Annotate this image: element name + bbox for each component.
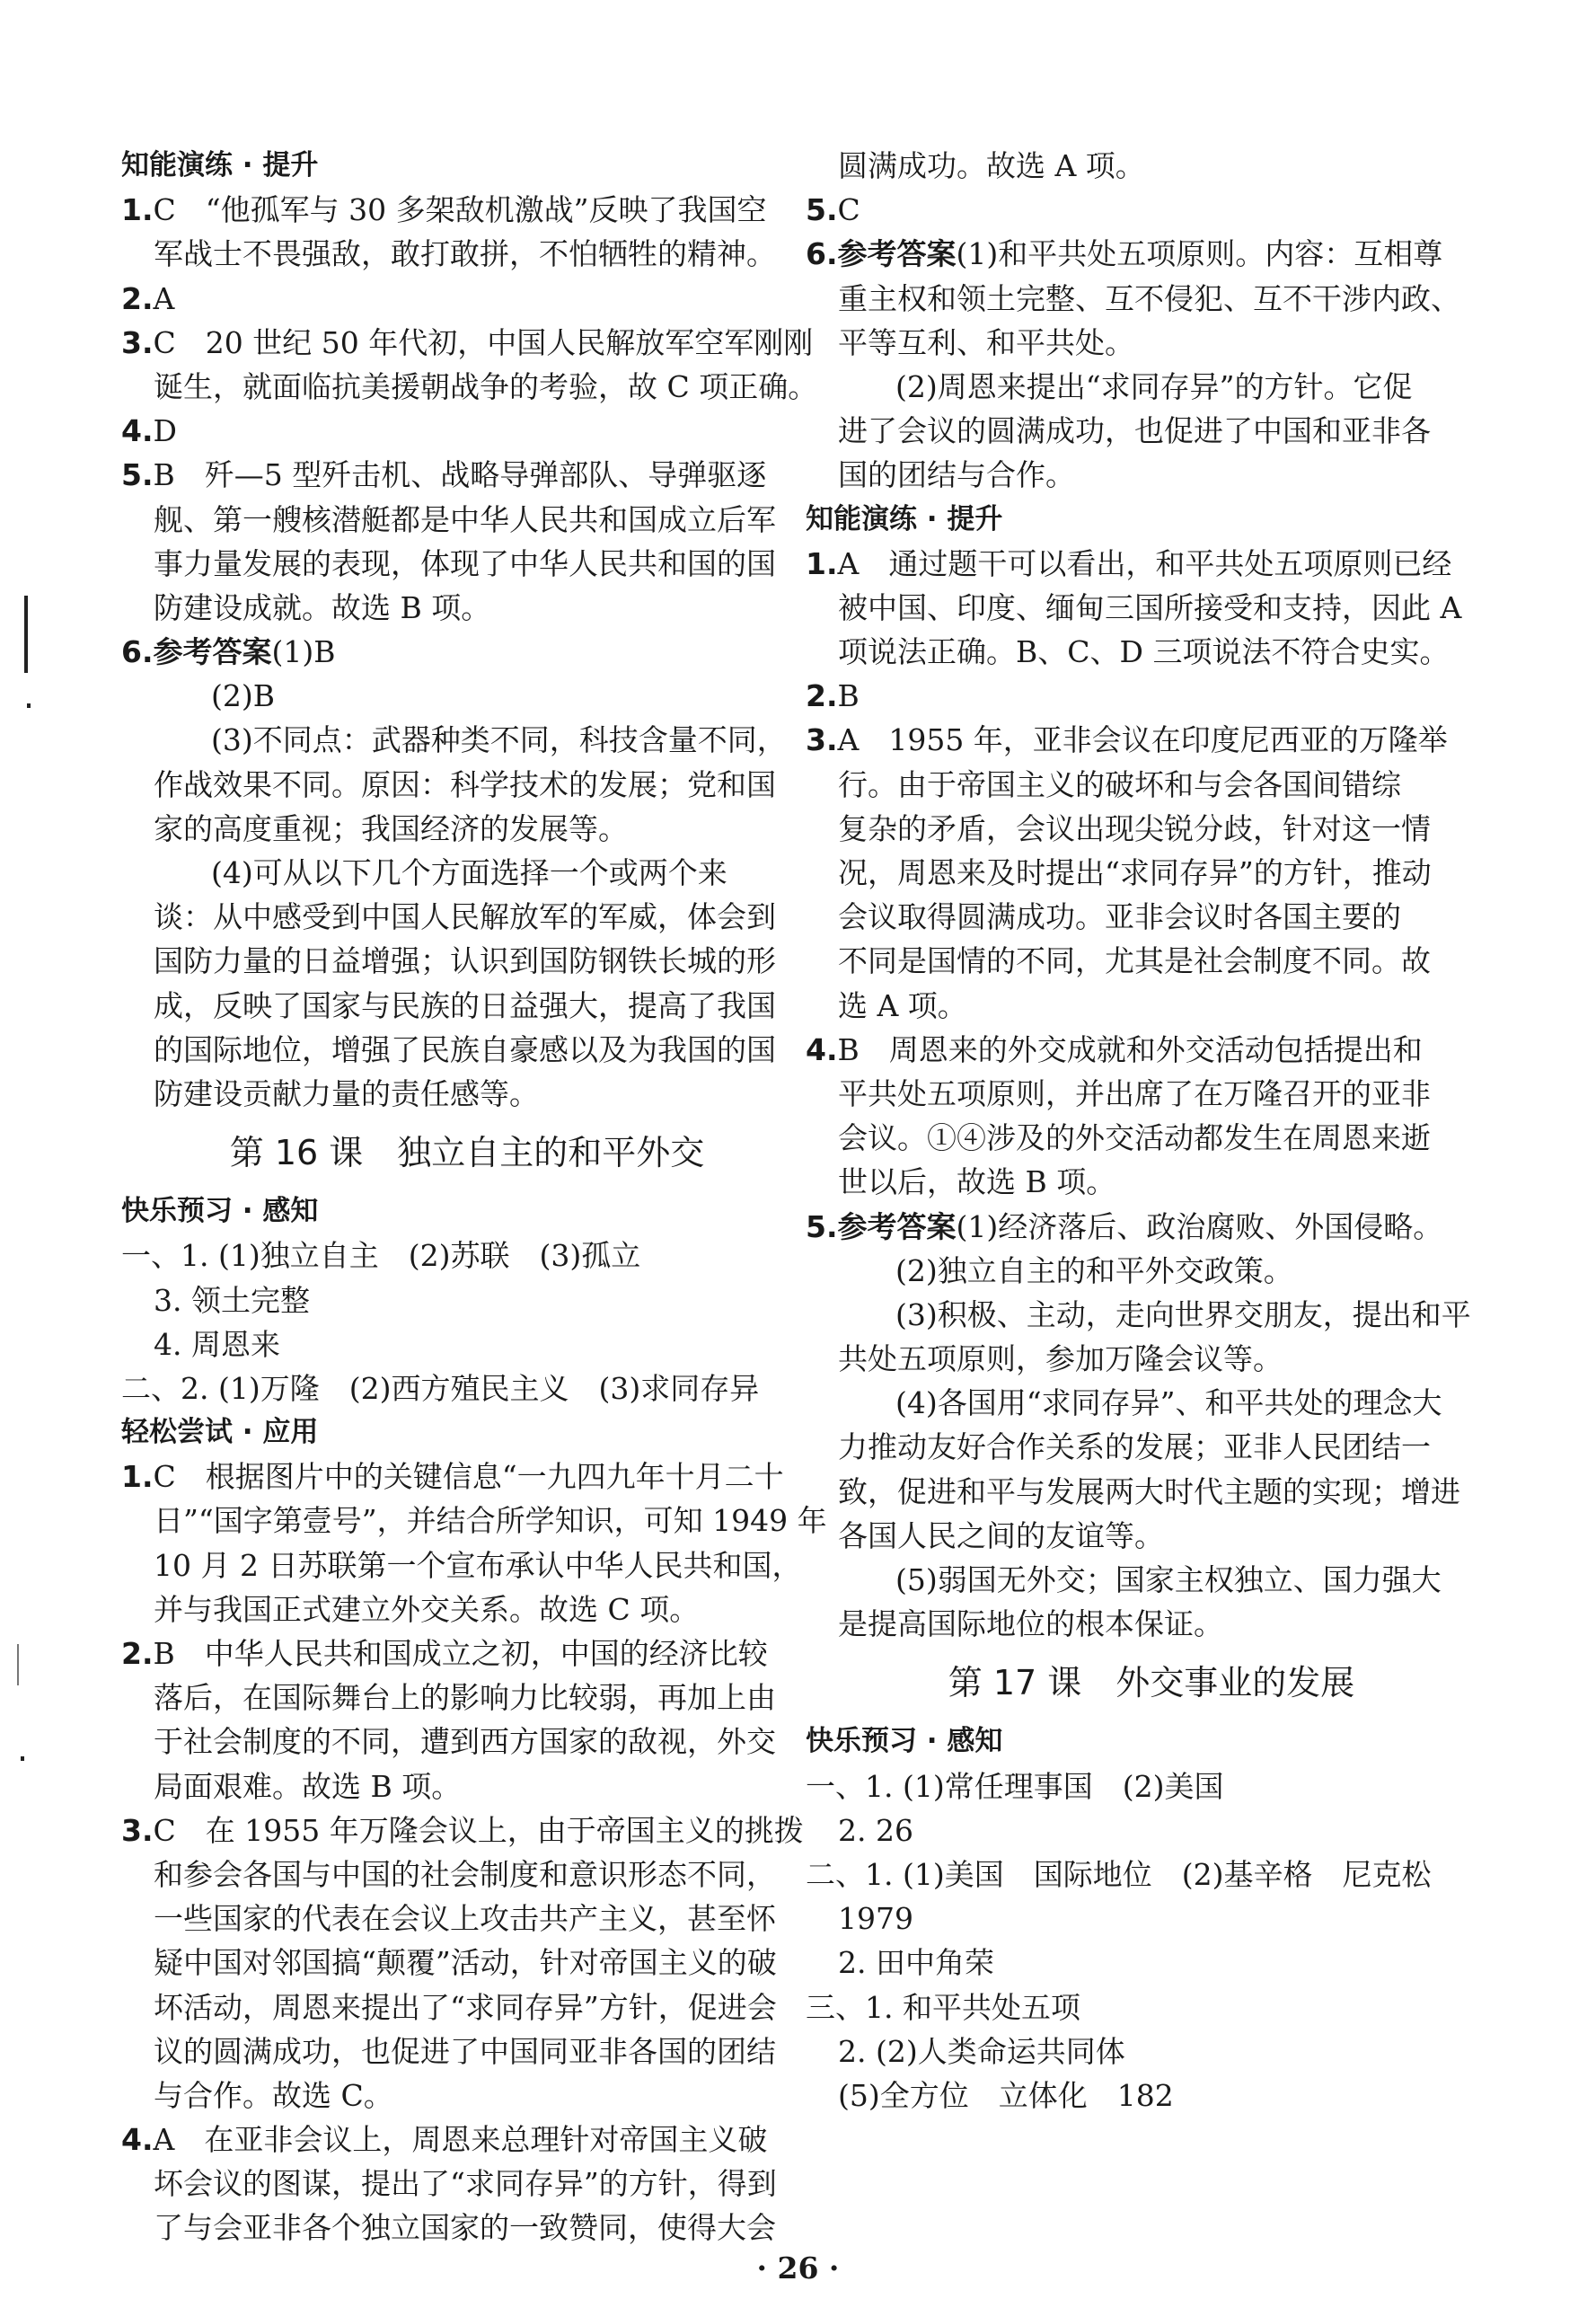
- continuation-line: 选 A 项。: [838, 987, 967, 1023]
- continuation-line: 圆满成功。故选 A 项。: [838, 148, 1145, 183]
- continuation-line: 平等互利、和平共处。: [838, 324, 1134, 360]
- item-text: (1)经济落后、政治腐败、外国侵略。: [956, 1208, 1443, 1244]
- continuation-line: 会议取得圆满成功。亚非会议时各国主要的: [838, 899, 1401, 935]
- item-number: 3.: [121, 324, 154, 360]
- paragraph-line: (3)不同点：武器种类不同，科技含量不同，: [211, 722, 787, 758]
- item-text: A 通过题干可以看出，和平共处五项原则已经: [837, 545, 1452, 581]
- continuation-line: 重主权和领土完整、互不侵犯、互不干涉内政、: [838, 280, 1460, 316]
- item-text: B 周恩来的外交成就和外交活动包括提出和: [837, 1031, 1423, 1067]
- answer-item: [806, 542, 1497, 586]
- continuation-line: 防建设贡献力量的责任感等。: [154, 1075, 539, 1111]
- answer-item: [121, 630, 813, 674]
- section-heading: 知能演练 · 提升: [806, 502, 1003, 535]
- answer-line: 一、1. (1)常任理事国 (2)美国: [806, 1768, 1224, 1804]
- continuation-line: 进了会议的圆满成功，也促进了中国和亚非各: [838, 413, 1431, 449]
- continuation-line: 并与我国正式建立外交关系。故选 C 项。: [154, 1591, 700, 1627]
- continuation-line: 况，周恩来及时提出“求同存异”的方针，推动: [838, 855, 1432, 890]
- item-text: B 中华人民共和国成立之初，中国的经济比较: [153, 1636, 768, 1671]
- continuation-line: 被中国、印度、缅甸三国所接受和支持，因此 A: [838, 589, 1462, 625]
- item-text: D: [153, 413, 177, 449]
- item-text: (1)B: [271, 634, 336, 670]
- item-text: B 歼—5 型歼击机、战略导弹部队、导弹驱逐: [153, 457, 767, 493]
- answer-item: [121, 277, 813, 321]
- item-number: 1.: [121, 1459, 154, 1495]
- continuation-line: 家的高度重视；我国经济的发展等。: [154, 810, 628, 846]
- answer-item: [806, 188, 1497, 232]
- scan-mark: [24, 596, 28, 673]
- item-number: 1.: [121, 192, 154, 228]
- continuation-line: 坏会议的图谋，提出了“求同存异”的方针，得到: [154, 2166, 777, 2202]
- continuation-line: 与合作。故选 C。: [154, 2077, 393, 2113]
- continuation-line: 力推动友好合作关系的发展；亚非人民团结一: [838, 1429, 1431, 1465]
- continuation-line: 落后，在国际舞台上的影响力比较弱，再加上由: [154, 1680, 776, 1716]
- section-heading: 轻松尝试 · 应用: [121, 1416, 319, 1449]
- continuation-line: 一些国家的代表在会议上攻击共产主义，甚至怀: [154, 1901, 776, 1937]
- answer-item: [121, 2118, 813, 2162]
- continuation-line: 世以后，故选 B 项。: [838, 1164, 1116, 1200]
- answer-item: [121, 453, 813, 497]
- continuation-line: 防建设成就。故选 B 项。: [154, 589, 491, 625]
- item-text: B: [837, 678, 860, 714]
- item-number: 5.: [806, 192, 838, 228]
- item-number: 4.: [806, 1031, 838, 1067]
- item-text: A: [153, 280, 175, 316]
- sub-answer: 2. 26: [838, 1812, 913, 1848]
- answer-item: [121, 1808, 813, 1852]
- item-text: A 1955 年，亚非会议在印度尼西亚的万隆举: [837, 722, 1448, 758]
- answer-line: 二、2. (1)万隆 (2)西方殖民主义 (3)求同存异: [121, 1370, 760, 1406]
- item-number: 1.: [806, 545, 838, 581]
- answer-item: [806, 674, 1497, 718]
- continuation-line: 舰、第一艘核潜艇都是中华人民共和国成立后军: [154, 501, 776, 537]
- item-number: 4.: [121, 413, 154, 449]
- answer-item: [806, 1028, 1497, 1072]
- answer-item: [121, 409, 813, 453]
- answer-item: [806, 1205, 1497, 1249]
- reference-answer-label: 参考答案: [837, 1208, 957, 1244]
- item-number: 3.: [806, 722, 838, 758]
- continuation-line: 的国际地位，增强了民族自豪感以及为我国的国: [154, 1031, 776, 1067]
- continuation-line: 行。由于帝国主义的破坏和与会各国间错综: [838, 766, 1401, 802]
- item-number: 5.: [121, 457, 154, 493]
- item-number: 6.: [806, 236, 838, 272]
- right-column: [806, 144, 1497, 2118]
- paragraph-line: (4)可从以下几个方面选择一个或两个来: [211, 855, 727, 890]
- answer-item: [806, 718, 1497, 762]
- continuation-line: 谈：从中感受到中国人民解放军的军威，体会到: [154, 899, 776, 935]
- answer-item: [121, 321, 813, 365]
- reference-answer-label: 参考答案: [153, 634, 272, 670]
- continuation-line: 事力量发展的表现，体现了中华人民共和国的国: [154, 545, 776, 581]
- scan-mark: [17, 1644, 19, 1685]
- continuation-line: 军战士不畏强敌，敢打敢拼，不怕牺牲的精神。: [154, 236, 776, 272]
- item-text: C “他孤军与 30 多架敌机激战”反映了我国空: [153, 192, 767, 228]
- item-text: C: [837, 192, 860, 228]
- continuation-line: 会议。①④涉及的外交活动都发生在周恩来逝: [838, 1120, 1431, 1156]
- continuation-line: 共处五项原则，参加万隆会议等。: [838, 1341, 1283, 1377]
- item-text: (1)和平共处五项原则。内容：互相尊: [956, 236, 1443, 272]
- answer-item: [121, 1631, 813, 1676]
- section-heading: 知能演练 · 提升: [121, 149, 319, 181]
- reference-answer-label: 参考答案: [837, 236, 957, 272]
- page-number: · 26 ·: [756, 2250, 840, 2286]
- lesson-title: 第 17 课 外交事业的发展: [948, 1663, 1355, 1703]
- paragraph-line: (5)弱国无外交；国家主权独立、国力强大: [895, 1562, 1442, 1597]
- answer-line: 三、1. 和平共处五项: [806, 1989, 1080, 2025]
- item-number: 5.: [806, 1208, 838, 1244]
- continuation-line: 作战效果不同。原因：科学技术的发展；党和国: [154, 766, 776, 802]
- continuation-line: 诞生，就面临抗美援朝战争的考验，故 C 项正确。: [154, 368, 818, 404]
- continuation-line: 10 月 2 日苏联第一个宣布承认中华人民共和国，: [154, 1547, 802, 1583]
- continuation-line: 议的圆满成功，也促进了中国同亚非各国的团结: [154, 2033, 776, 2069]
- answer-item: [806, 232, 1497, 276]
- section-heading: 快乐预习 · 感知: [121, 1195, 319, 1228]
- scan-mark: [21, 1756, 24, 1761]
- continuation-line: 成，反映了国家与民族的日益强大，提高了我国: [154, 987, 776, 1023]
- continuation-line: 项说法正确。B、C、D 三项说法不符合史实。: [838, 634, 1450, 670]
- section-heading: 快乐预习 · 感知: [806, 1725, 1003, 1758]
- continuation-line: 了与会亚非各个独立国家的一致赞同，使得大会: [154, 2210, 776, 2246]
- item-number: 2.: [121, 280, 154, 316]
- continuation-line: 于社会制度的不同，遭到西方国家的敌视，外交: [154, 1724, 776, 1760]
- sub-answer: 1979: [838, 1901, 913, 1937]
- answer-line: 二、1. (1)美国 国际地位 (2)基辛格 尼克松: [806, 1856, 1432, 1892]
- sub-answer: 2. 田中角荣: [838, 1945, 994, 1981]
- item-text: C 20 世纪 50 年代初，中国人民解放军空军刚刚: [153, 324, 814, 360]
- continuation-line: 国防力量的日益增强；认识到国防钢铁长城的形: [154, 943, 776, 979]
- answer-line: 一、1. (1)独立自主 (2)苏联 (3)孤立: [121, 1238, 641, 1274]
- paragraph-line: (3)积极、主动，走向世界交朋友，提出和平: [895, 1296, 1471, 1332]
- left-column: [121, 144, 827, 2250]
- continuation-line: 致，促进和平与发展两大时代主题的实现；增进: [838, 1473, 1460, 1509]
- sub-answer: (5)全方位 立体化 182: [838, 2077, 1174, 2113]
- answer-item: [121, 1455, 813, 1499]
- continuation-line: 各国人民之间的友谊等。: [838, 1517, 1164, 1553]
- item-number: 3.: [121, 1812, 154, 1848]
- answer-item: [121, 188, 813, 232]
- continuation-line: 疑中国对邻国搞“颠覆”活动，针对帝国主义的破: [154, 1945, 777, 1981]
- sub-answer: (2)B: [211, 678, 275, 714]
- sub-answer: 2. (2)人类命运共同体: [838, 2033, 1125, 2069]
- item-number: 2.: [121, 1636, 154, 1671]
- item-text: C 根据图片中的关键信息“一九四九年十月二十: [153, 1459, 784, 1495]
- item-text: A 在亚非会议上，周恩来总理针对帝国主义破: [153, 2122, 768, 2158]
- continuation-line: 局面艰难。故选 B 项。: [154, 1768, 462, 1804]
- continuation-line: 是提高国际地位的根本保证。: [838, 1606, 1223, 1642]
- paragraph-line: (4)各国用“求同存异”、和平共处的理念大: [895, 1385, 1442, 1421]
- paragraph-line: (2)独立自主的和平外交政策。: [895, 1252, 1293, 1288]
- continuation-line: 和参会各国与中国的社会制度和意识形态不同，: [154, 1856, 776, 1892]
- continuation-line: 坏活动，周恩来提出了“求同存异”方针，促进会: [154, 1989, 777, 2025]
- lesson-title: 第 16 课 独立自主的和平外交: [229, 1133, 705, 1173]
- item-number: 4.: [121, 2122, 154, 2158]
- item-text: C 在 1955 年万隆会议上，由于帝国主义的挑拨: [153, 1812, 804, 1848]
- continuation-line: 平共处五项原则，并出席了在万隆召开的亚非: [838, 1075, 1431, 1111]
- scan-mark: [27, 703, 31, 708]
- paragraph-line: (2)周恩来提出“求同存异”的方针。它促: [895, 368, 1413, 404]
- continuation-line: 不同是国情的不同，尤其是社会制度不同。故: [838, 943, 1431, 979]
- sub-answer: 4. 周恩来: [154, 1326, 280, 1362]
- continuation-line: 日”“国字第壹号”，并结合所学知识，可知 1949 年: [154, 1503, 827, 1539]
- sub-answer: 3. 领土完整: [154, 1282, 310, 1318]
- item-number: 2.: [806, 678, 838, 714]
- continuation-line: 复杂的矛盾，会议出现尖锐分歧，针对这一情: [838, 810, 1431, 846]
- item-number: 6.: [121, 634, 154, 670]
- continuation-line: 国的团结与合作。: [838, 457, 1075, 493]
